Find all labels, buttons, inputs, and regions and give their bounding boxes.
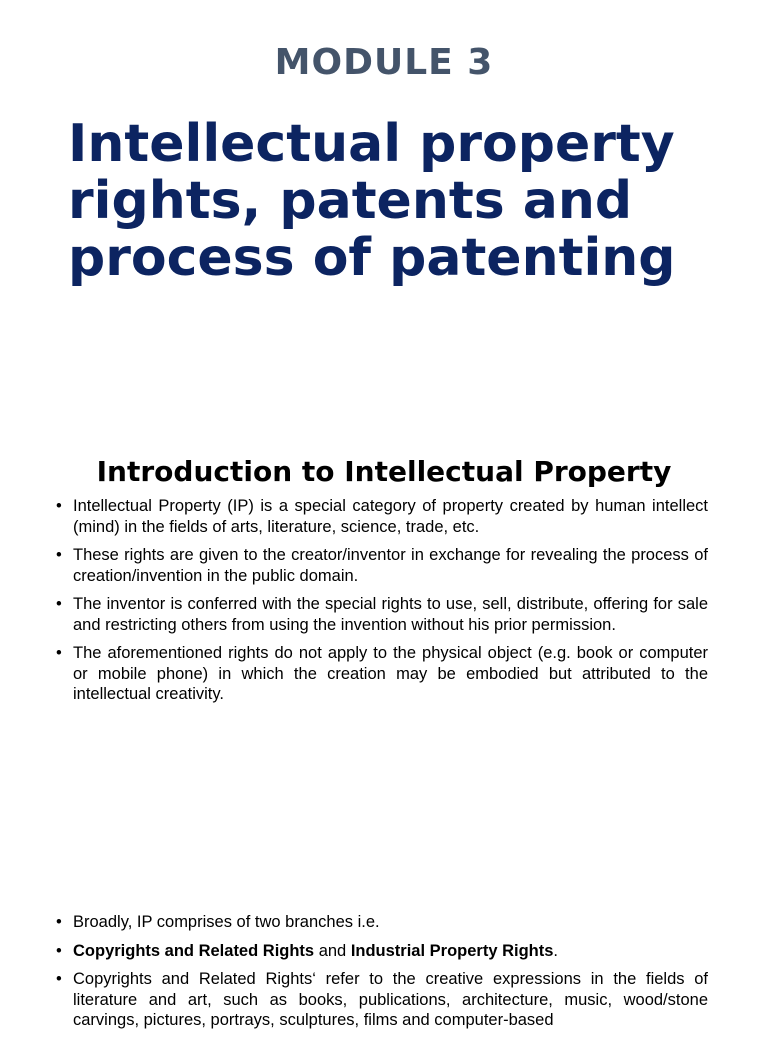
page-title: Intellectual property rights, patents and process of patenting bbox=[68, 114, 676, 288]
copyrights-term: Copyrights and Related Rights bbox=[73, 941, 315, 960]
list-item: • Broadly, IP comprises of two branches i.e. bbox=[56, 912, 708, 933]
list-item bbox=[56, 941, 708, 962]
list-item: • The inventor is conferred with the special rights to use, sell, distribute, offering for sale and restricting others from using the invention without his prior permission. bbox=[56, 594, 708, 635]
list-item: • Intellectual Property (IP) is a special category of property created by human intellect (mind) in the fields of arts, literature, science, trade, etc. bbox=[56, 496, 708, 537]
conjunction-text: and bbox=[314, 941, 351, 960]
branches-bullet-list bbox=[56, 912, 708, 1039]
intro-bullet-list bbox=[56, 496, 708, 713]
list-item: • These rights are given to the creator/inventor in exchange for revealing the process of creation/invention in the public domain. bbox=[56, 545, 708, 586]
module-label: MODULE 3 bbox=[274, 42, 494, 83]
list-item: • Copyrights and Related Rights‘ refer to the creative expressions in the fields of literature and art, such as books, publications, architecture, music, wood/stone carvings, pictures, portrays, sculptures, films and computer-based bbox=[56, 969, 708, 1031]
section-heading: Introduction to Intellectual Property bbox=[96, 455, 672, 488]
period-text: . bbox=[553, 941, 559, 960]
list-item: • The aforementioned rights do not apply to the physical object (e.g. book or computer or mobile phone) in which the creation may be embodied but attributed to the intellectual creativity. bbox=[56, 643, 708, 705]
industrial-property-term: Industrial Property Rights bbox=[350, 941, 554, 960]
